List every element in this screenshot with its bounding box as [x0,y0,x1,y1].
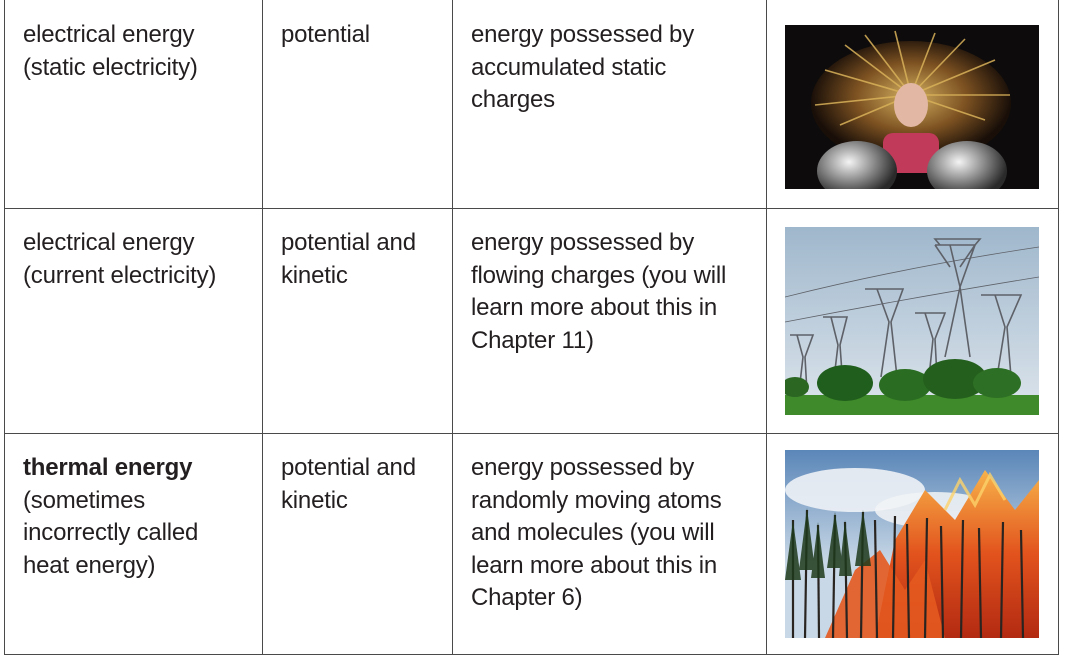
table-row [5,209,1059,434]
photo-cell [767,434,1059,655]
energy-description-cell [453,434,767,655]
description-line: learn more about this in [471,294,718,321]
energy-form-line: electrical energy [23,229,195,256]
photo-cell [767,209,1059,434]
energy-type-line: potential and [281,229,416,256]
static-electricity-photo [785,25,1039,189]
power-lines-photo [785,227,1039,415]
energy-type-cell [263,0,453,209]
energy-type-line: kinetic [281,261,348,289]
energy-form-line: (sometimes [23,486,146,514]
energy-description-cell [453,0,767,209]
description-line: charges [471,86,555,113]
energy-form-cell [5,0,263,209]
photo-cell [767,0,1059,209]
energy-form-line: electrical energy [23,21,195,48]
description-line: energy possessed by [471,454,695,481]
table-row [5,434,1059,655]
energy-type-line: potential [281,21,370,48]
energy-form-cell [5,209,263,434]
energy-type-line: potential and [281,454,416,481]
description-line: energy possessed by [471,229,695,256]
description-line: Chapter 6) [471,584,583,611]
forest-fire-photo [785,450,1039,638]
energy-form-line: heat energy) [23,551,156,579]
description-line: energy possessed by [471,21,695,48]
description-line: randomly moving atoms [471,486,722,514]
description-line: flowing charges (you will [471,261,727,289]
description-line: Chapter 11) [471,326,594,354]
energy-forms-table [4,0,1059,655]
energy-description-cell [453,209,767,434]
description-line: and molecules (you will [471,519,715,546]
energy-type-line: kinetic [281,486,348,514]
energy-type-cell [263,209,453,434]
energy-form-line: (static electricity) [23,53,198,81]
energy-form-bold: thermal energy [23,454,193,481]
energy-type-cell [263,434,453,655]
description-line: learn more about this in [471,551,718,579]
description-line: accumulated static [471,53,667,81]
table-row [5,0,1059,209]
energy-form-line: (current electricity) [23,261,217,289]
energy-form-line: incorrectly called [23,519,199,546]
energy-form-cell [5,434,263,655]
